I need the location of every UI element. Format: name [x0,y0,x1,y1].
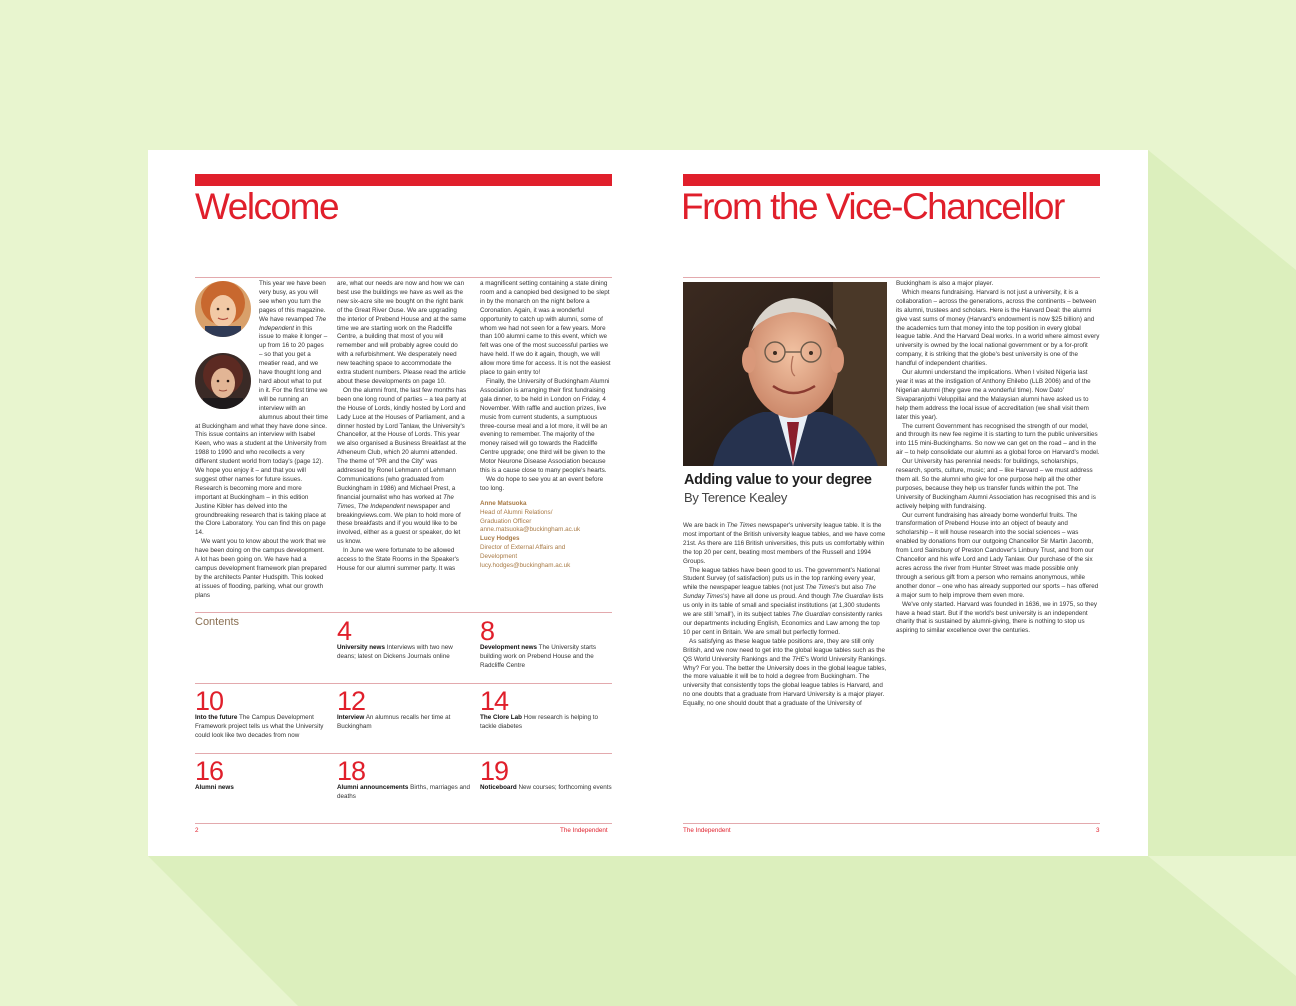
contents-description [337,784,473,802]
contents-top-rule [195,612,612,613]
vc-column-2 [896,280,1100,636]
left-red-bar [195,174,612,186]
welcome-col1-para2: We want you to know about the work that we have been doing on the campus development. A lot has been going on. We have had a campus development framework plan prepared by the architects Panter Hudspith. This looked at issues of flooding, parking, what our growth plans [195,538,327,599]
left-top-rule [195,277,612,278]
signature-name-1: Anne Matsuoka [480,499,527,507]
contents-page-number: 16 [195,756,224,786]
text-em: The Guardian [792,611,831,619]
text-span: 's but also [835,584,866,592]
vc-col2-para0: Buckingham is also a major player. [896,280,994,287]
text-em: The Independent [259,315,327,332]
text-span: in this issue to make it longer – up from 16 to 20 pages – so that you get a meatier read, and we have thought long and hard about what to put in it. For the first time we will be running an interview with an alumnus about their time at Buckingham and what they have done since. This issue contains an interview with Isabel Keen, who was a student at the University from 1988 to 1990 and who recollects a very different student world from today's (page 12). We hope you enjoy it – and that you will suggest other names for future issues. Research is becoming more and more important at Buckingham – in this edition Justine Kibler has delved into the groundbreaking research that is taking place at the Clore Laboratory. You can find this on page 14. [195,324,328,537]
welcome-col2-para3: In June we were fortunate to be allowed access to the State Rooms in the Speaker's House for our alumni summer party. It was [337,547,459,572]
contents-description [480,644,616,671]
vc-col1-para1 [683,522,887,567]
contents-page-number: 8 [480,616,495,646]
vc-col2-para2: Our alumni understand the implications. When I visited Nigeria last year it was at the instigation of Anthony Ehilebo (LLB 2006) and of the Nigerian alumni (they gave me a wonderful time). Now Dato' Sivaparanjothi Veluppillai and the Malaysian alumni have asked us to help them address the local issue of accreditation (we shall visit them later this year). [896,369,1091,421]
contents-item[interactable] [480,688,616,732]
left-footer-publication: The Independent [560,827,608,834]
text-span: 's) have all done us proud. And though [723,593,833,601]
left-page-title: Welcome [195,186,339,227]
vc-col2-para4: Our University has perennial needs: for buildings, scholarships, research, sports, culture, music; and – like Harvard – we must address them all. So the alumni who give for one purpose help all the other purposes, because they help us transfer funds within the pot. The University of Buckingham Alumni Association has recognised this and is actively helping with fundraising. [896,458,1096,510]
contents-item[interactable] [195,688,331,741]
right-page-number: 3 [1096,827,1100,834]
contents-rule-2 [195,683,612,684]
contents-title: University news [337,644,385,651]
page-shadow-bottom [148,856,1296,1006]
contents-text: How research is helping to tackle diabetes [480,714,598,730]
text-span: On the alumni front, the last few months has been one long round of parties – a tea party at the House of Lords, kindly hosted by Lord and Lady Luce at the Houses of Parliament, and a dinner hosted by Lord Tanlaw, the University's Chancellor, at the House of Lords. This year we also organised a Business Breakfast at the Atheneum Club, which 20 alumni attended. The theme of "PR and the City" was addressed by Ronel Lehmann of Lehmann Communications (who graduated from Buckingham in 1986) and Michael Prest, a financial journalist who has worked at [337,386,467,501]
text-em: The Times [726,522,757,529]
contents-item[interactable] [337,688,473,732]
text-em: The Times [337,493,454,510]
contents-page-number: 18 [337,756,366,786]
text-span: We are back in [683,522,727,529]
contents-page-number: 19 [480,756,509,786]
text-span: 's World University Rankings. Why? For you. The better the University does in the global league tables, the more valuable it will be to hold a degree from Buckingham. The university that consistently tops the global league tables is Harvard, and no one doubts that a graduate from Harvard University is a major player. Equally, no one should doubt that a graduate of the University of [683,655,887,708]
text-span: , [354,502,358,510]
welcome-col3-para2: Finally, the University of Buckingham Alumni Association is arranging their first fundraising gala dinner, to be held in London on Friday, 4 November. With raffle and auction prizes, live music from current students, a sumptuous three-course meal and a lot more, it will be an evening to remember. The majority of the money raised will go towards the Radcliffe Centre upgrade; one third will be given to the Motor Neurone Disease Association because this is a cause close to many people's hearts. [480,377,610,475]
contents-title: The Clore Lab [480,714,522,721]
contents-item[interactable] [480,758,616,793]
contents-description [195,784,331,793]
contents-text: The University starts building work on Prebend House and the Radcliffe Centre [480,644,597,669]
text-span: newspaper and breakingviews.com. We plan to hold more of these breakfasts and if you would like to be involved, either as a guest or speaker, do let us know. [337,502,461,546]
contents-title: Noticeboard [480,784,517,791]
text-em: The Sunday Times [683,584,876,601]
contents-rule-3 [195,753,612,754]
contents-description [480,714,616,732]
contents-item[interactable] [480,618,616,671]
signature-role-2b: Development [480,553,518,561]
welcome-column-1 [195,280,328,601]
text-span: This year we have been very busy, as you will see when you turn the pages of this magazine. We have revamped [259,280,326,323]
magazine-spread [148,150,1148,856]
welcome-col2-para2 [337,387,467,547]
right-footer-rule [683,823,1100,824]
welcome-col3-para1: a magnificent setting containing a state dining room and a canopied bed designed to be slept in by the monarch on the night before a Coronation. Again, it was a wonderful opportunity to catch up with alumni, some of whom we had not seen for a few years. More than 100 alumni came to this event, which we felt was one of the most successful parties we have held. If we do it again, though, we will allow more time for access. It is not the easiest place to gain entry to! [480,280,611,377]
signature-role-1b: Graduation Officer [480,517,532,525]
text-em: The Guardian [832,593,871,601]
left-page-number: 2 [195,827,199,834]
text-em: The Independent [357,502,406,510]
vc-col2-para1: Which means fundraising. Harvard is not just a university, it is a collaboration – across the generations, across the continents – between its alumni, trustees and scholars. Here is the Harvard Deal: the alumni give vast sums of money (Harvard's endowment is now $25 billion) and the academics turn that money into the top position in every global league table. And the Harvard Deal works. In a world where almost every university is owned by the local national government or by a for-profit company, it is striking that the globe's best university is one of the handful of independent charities. [896,288,1100,368]
text-em: THE [792,655,805,663]
contents-text: Births, marriages and deaths [337,784,470,800]
contents-text: Interviews with two new deans; latest on Dickens Journals online [337,644,453,660]
contents-heading: Contents [195,616,240,628]
vc-column-1 [683,522,887,709]
contents-title: Interview [337,714,365,721]
contents-text: New courses; forthcoming events [516,784,612,791]
contents-title: Development news [480,644,538,651]
right-footer-publication: The Independent [683,827,731,834]
text-span: consistently ranks our departments including English, Economics and Law among the top 10 per cent in Britain. We are small but perfectly formed. [683,611,883,636]
contents-title: Alumni announcements [337,784,409,791]
page-shadow-right [1148,150,1296,856]
article-byline: By Terence Kealey [684,490,788,505]
vc-col2-para3: The current Government has recognised the strength of our model, and through its new fee regime it is starting to turn the public universities into 115 mini-Buckinghams. So now we can get on the road – and in the air – to help consolidate our alumni as a global force on Harvard's model. [896,422,1100,457]
signature-role-2a: Director of External Affairs and [480,544,566,552]
text-span: The league tables have been good to us. The government's National Student Survey (of satisfaction) puts us in the top ranking every year, while the newspaper league tables (not just [683,566,880,592]
contents-title: Alumni news [195,784,234,791]
welcome-column-2 [337,280,467,574]
text-span: newspaper's university league table. It is the most important of the British university league tables, and we have come 21st. As there are 116 British universities, this puts us comfortably within the top 20 per cent, beating most members of the Russell and 1994 Groups. [683,522,886,565]
welcome-col3-para3: We do hope to see you at an event before too long. [480,475,604,492]
contents-item[interactable] [337,758,473,802]
contents-page-number: 4 [337,616,352,646]
right-page-title: From the Vice-Chancellor [681,186,1064,227]
contents-description [337,644,473,662]
signature-email-1[interactable]: anne.matsuoka@buckingham.ac.uk [480,526,581,534]
contents-description [480,784,616,793]
right-top-rule [683,277,1100,278]
contents-text: An alumnus recalls her time at Buckingham [337,714,451,730]
contents-description [195,714,331,741]
vc-col1-para3 [683,638,887,709]
right-red-bar [683,174,1100,186]
vc-col2-para6: We've only started. Harvard was founded in 1636, we in 1975, so they have a head start. But if the world's best university is an independent charity that is sustained by alumni-giving, there is nothing to stop us aspiring to similar excellence over the centuries. [896,600,1098,635]
vc-col2-para5: Our current fundraising has already borne wonderful fruits. The transformation of Prebend House into an object of beauty and scholarship – it will house research into the social sciences – was enabled by donations from our outgoing Chancellor Sir Martin Jacomb, from Lord Sainsbury of Preston Candover's Linbury Trust, and from our Chancellor and his wife Lord and Lady Tanlaw. Our purchase of the six acres across the river from Hunter Street was made possible only through a serious gift from a person who remains anonymous, while another donor – one who has already supported our sports – has offered a major sum to help improve them even more. [896,511,1099,599]
welcome-col2-para1: are, what our needs are now and how we can best use the buildings we have as well as the new six-acre site we bought on the right bank of the Great River Ouse. We are upgrading the interior of Prebend House and at the same time we are starting work on the Radcliffe Centre, a building that most of you will remember and will probably agree could do with a refurbishment. We desperately need new teaching space to accommodate the extra student numbers. Please read the article about these developments on page 10. [337,280,467,385]
text-span: lists us only in its table of small and specialist institutions (at 1,300 students we are still 'small'), in its subject tables [683,593,884,619]
contents-page-number: 12 [337,686,366,716]
contents-item[interactable] [195,758,331,793]
contents-page-number: 10 [195,686,224,716]
text-span: As satisfying as these league table positions are, they are still only British, and we now need to get into the global league tables such as the QS World University Rankings and the [683,637,885,663]
signature-role-1a: Head of Alumni Relations/ [480,508,553,516]
contents-text: The Campus Development Framework project tells us what the University could look like two decades from now [195,714,324,739]
text-em: The Times [805,584,836,592]
vc-col1-para2 [683,567,887,638]
left-footer-rule [195,823,612,824]
contents-description [337,714,473,732]
signature-email-2[interactable]: lucy.hodges@buckingham.ac.uk [480,562,571,570]
contents-title: Into the future [195,714,238,721]
contents-item[interactable] [337,618,473,662]
vice-chancellor-photo [683,282,887,466]
contents-page-number: 14 [480,686,509,716]
signature-name-2: Lucy Hodges [480,535,520,543]
welcome-column-3 [480,280,613,571]
article-headline: Adding value to your degree [684,472,872,488]
